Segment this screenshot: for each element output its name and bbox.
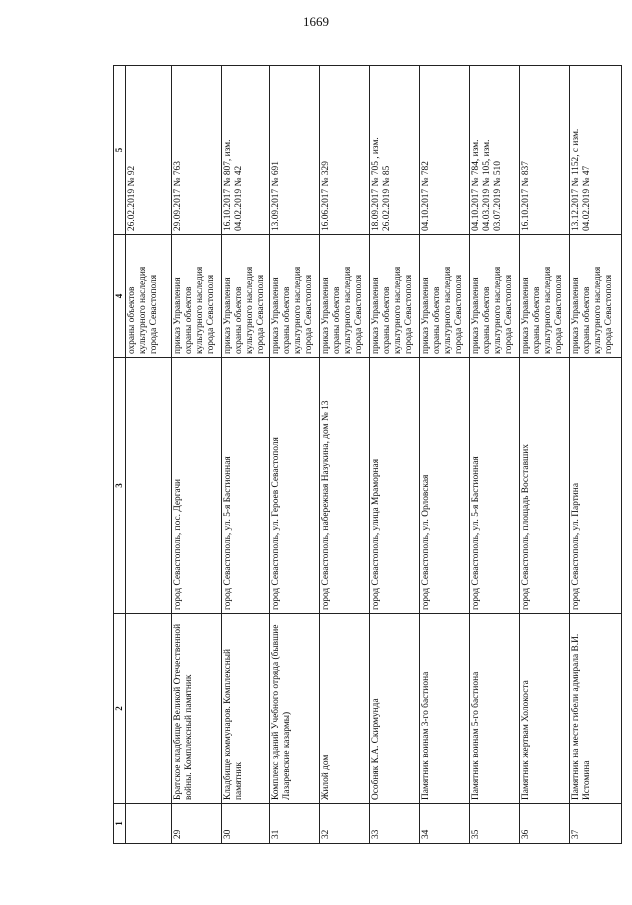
cell-address: город Севастополь, площадь Восставших [519,358,569,614]
cell-address: город Севастополь, ул. Орловская [419,358,469,614]
cell-object-name: Братское кладбище Великой Отечественной войны. Комплексный памятник [171,614,221,804]
cell-number: 37 [569,804,621,844]
table-row [519,66,569,844]
cell-number: 29 [171,804,221,844]
page-number: 1669 [303,14,329,29]
table-row [469,66,519,844]
table-row [569,66,621,844]
table-row [269,66,319,844]
cell-authority: приказ Управления охраны объектов культурного наследия города Севастополя [569,235,621,358]
cell-authority: приказ Управления охраны объектов культурного наследия города Севастополя [269,235,319,358]
cell-address: город Севастополь, ул. Партина [569,358,621,614]
cell-authority: приказ Управления охраны объектов культурного наследия города Севастополя [171,235,221,358]
col-header-3: 3 [114,358,126,614]
col-header-4: 4 [114,235,126,358]
cell-address: город Севастополь, пос. Дергачи [171,358,221,614]
cell-object-name: Памятник воинам 5-го бастиона [469,614,519,804]
cell-empty [125,804,171,844]
cell-object-name: Памятник на месте гибели адмирала В.И. Истомина [569,614,621,804]
cell-empty [125,614,171,804]
cell-authority: приказ Управления охраны объектов культурного наследия города Севастополя [419,235,469,358]
cell-document: 13.12.2017 № 1152, с изм. 04.02.2019 № 47 [569,66,621,235]
cell-document: 16.10.2017 № 807, изм. 04.02.2019 № 42 [221,66,269,235]
table-row [419,66,469,844]
col-header-5: 5 [114,66,126,235]
cell-number: 30 [221,804,269,844]
cell-authority: приказ Управления охраны объектов культурного наследия города Севастополя [519,235,569,358]
cell-document: 04.10.2017 № 782 [419,66,469,235]
cell-document: 13.09.2017 № 691 [269,66,319,235]
cell-object-name: Памятник воинам 3-го бастиона [419,614,469,804]
cell-document: 04.10.2017 № 784, изм. 04.03.2019 № 105, изм. 03.07.2019 № 510 [469,66,519,235]
cell-authority: охраны объектов культурного наследия города Севастополя [125,235,171,358]
cell-address: город Севастополь, ул. 5-я Бастионная [469,358,519,614]
header-row [114,66,126,844]
cell-object-name: Памятник жертвам Холокоста [519,614,569,804]
cell-authority: приказ Управления охраны объектов культурного наследия города Севастополя [221,235,269,358]
rotated-table-container [113,66,614,844]
cell-authority: приказ Управления охраны объектов культурного наследия города Севастополя [469,235,519,358]
col-header-2: 2 [114,614,126,804]
cell-document: 29.09.2017 № 763 [171,66,221,235]
table-row [221,66,269,844]
cell-address: город Севастополь, улица Мраморная [369,358,419,614]
cell-address: город Севастополь, ул. 5-я Бастионная [221,358,269,614]
cell-number: 33 [369,804,419,844]
cell-number: 31 [269,804,319,844]
cell-object-name: Особняк К.А. Скирмунда [369,614,419,804]
cell-number: 36 [519,804,569,844]
heritage-objects-table [113,65,622,844]
cell-number: 35 [469,804,519,844]
table-row-continuation [125,66,171,844]
cell-authority: приказ Управления охраны объектов культурного наследия города Севастополя [369,235,419,358]
table-row [319,66,369,844]
cell-object-name: Жилой дом [319,614,369,804]
table-row [171,66,221,844]
cell-number: 32 [319,804,369,844]
cell-address: город Севастополь, ул. Героев Севастополя [269,358,319,614]
cell-object-name: Комплекс зданий Учебного отряда (бывшие Лазаревские казармы) [269,614,319,804]
cell-document: 26.02.2019 № 92 [125,66,171,235]
cell-address: город Севастополь, набережная Назукина, дом № 13 [319,358,369,614]
cell-object-name: Кладбище коммунаров. Комплексный памятник [221,614,269,804]
cell-document: 16.10.2017 № 837 [519,66,569,235]
col-header-1: 1 [114,804,126,844]
table-row [369,66,419,844]
cell-authority: приказ Управления охраны объектов культурного наследия города Севастополя [319,235,369,358]
cell-document: 16.06.2017 № 329 [319,66,369,235]
cell-empty [125,358,171,614]
cell-document: 18.09.2017 № 705 , изм. 26.02.2019 № 85 [369,66,419,235]
cell-number: 34 [419,804,469,844]
